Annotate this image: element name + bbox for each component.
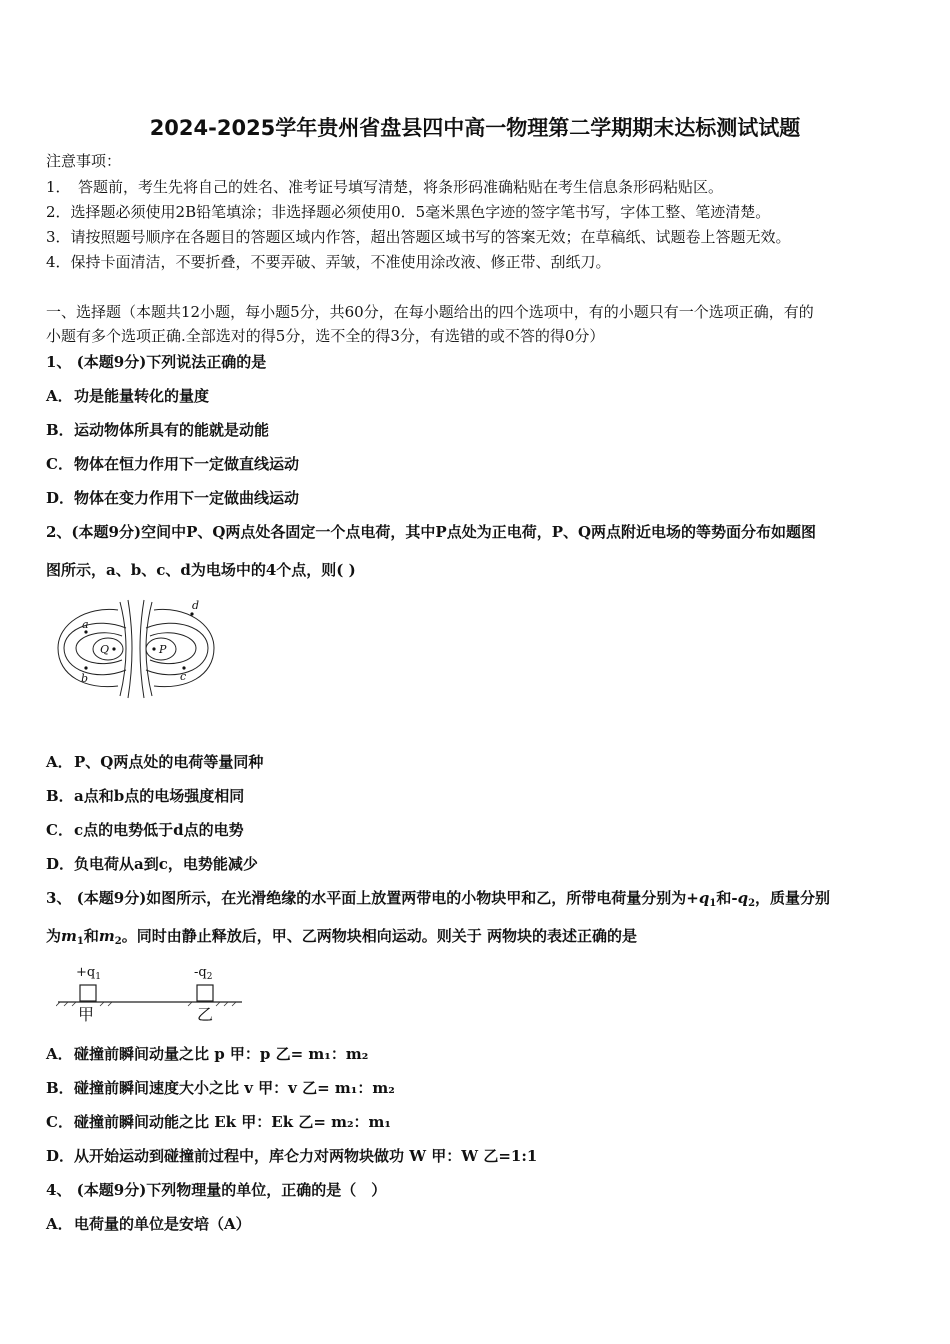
q2-symbol: q — [737, 889, 749, 907]
q3-stem-text: 为 — [46, 927, 62, 945]
notice-item-3: 3．请按照题号顺序在各题目的答题区域内作答，超出答题区域书写的答案无效；在草稿纸、试题卷上答题无效。 — [46, 228, 791, 246]
q1-option-c — [46, 454, 299, 474]
section-heading-line-1: 一、选择题（本题共12小题，每小题5分，共60分，在每小题给出的四个选项中，有的小题只有一个选项正确，有的 — [46, 303, 814, 321]
option-text: 负电荷从a到c，电势能减少 — [74, 855, 258, 873]
q3-stem-text: 。同时由静止释放后，甲、乙两物块相向运动。则关于 两物块的表述正确的是 — [121, 927, 637, 945]
q1-option-d — [46, 488, 299, 508]
option-text: c点的电势低于d点的电势 — [74, 821, 244, 839]
q1-option-b — [46, 420, 269, 440]
p-point — [152, 647, 155, 650]
option-label: D． — [46, 489, 75, 507]
option-text: 电荷量的单位是安培（A） — [74, 1215, 251, 1233]
q2-subscript: 2 — [748, 898, 756, 909]
option-label: B． — [46, 421, 74, 439]
q3-stem-line-1 — [46, 888, 830, 914]
q1-subscript: 1 — [709, 898, 717, 909]
point-d — [190, 612, 193, 615]
block-jia — [80, 985, 96, 1001]
q3-stem-text: 3、 (本题9分)如图所示，在光滑绝缘的水平面上放置两带电的小物块甲和乙，所带电荷量分别为+ — [46, 889, 699, 907]
option-label: A． — [46, 753, 73, 771]
option-label: A． — [46, 1215, 73, 1233]
q2-stem-line-1: 2、(本题9分)空间中P、Q两点处各固定一个点电荷，其中P点处为正电荷，P、Q两点附近电场的等势面分布如题图 — [46, 523, 817, 541]
option-label: A． — [46, 387, 73, 405]
m2-symbol: m — [98, 927, 115, 945]
m1-symbol: m — [61, 927, 77, 945]
option-label: C． — [46, 1113, 73, 1131]
q3-option-c — [46, 1112, 391, 1132]
q-point — [112, 647, 115, 650]
q2-stem-line-2: 图所示，a、b、c、d为电场中的4个点，则( ) — [46, 561, 356, 579]
q2-option-d — [46, 854, 258, 874]
option-text: 物体在恒力作用下一定做直线运动 — [74, 455, 300, 473]
label-yi: 乙 — [197, 1005, 214, 1024]
label-p: P — [159, 643, 167, 656]
option-label: B． — [46, 787, 74, 805]
option-label: C． — [46, 821, 73, 839]
option-text: 碰撞前瞬间动量之比 p 甲：p 乙= m₁：m₂ — [74, 1045, 369, 1063]
option-label: A． — [46, 1045, 73, 1063]
m1-subscript: 1 — [76, 936, 84, 947]
q1-symbol: q — [698, 889, 710, 907]
q3-option-b — [46, 1078, 395, 1098]
option-text: 功是能量转化的量度 — [74, 387, 210, 405]
q4-stem: 4、 (本题9分)下列物理量的单位，正确的是（ ） — [46, 1181, 387, 1199]
label-jia: 甲 — [78, 1005, 95, 1024]
notice-item-4: 4．保持卡面清洁，不要折叠，不要弄破、弄皱，不准使用涂改液、修正带、刮纸刀。 — [46, 253, 611, 271]
option-text: 从开始运动到碰撞前过程中，库仑力对两物块做功 W 甲：W 乙=1:1 — [74, 1147, 538, 1165]
q3-option-a — [46, 1044, 368, 1064]
option-label: D． — [46, 1147, 75, 1165]
option-label: D． — [46, 855, 75, 873]
q2-option-a — [46, 752, 263, 772]
q2-option-b — [46, 786, 244, 806]
option-label: B． — [46, 1079, 74, 1097]
option-text: 碰撞前瞬间速度大小之比 v 甲：v 乙= m₁：m₂ — [74, 1079, 395, 1097]
option-text: 碰撞前瞬间动能之比 Ek 甲：Ek 乙= m₂：m₁ — [74, 1113, 391, 1131]
q3-stem-text: ，质量分别 — [755, 889, 831, 907]
block-yi — [197, 985, 213, 1001]
q1-stem: 1、 (本题9分)下列说法正确的是 — [46, 353, 267, 371]
q3-stem-text: 和- — [716, 889, 738, 907]
option-text: 运动物体所具有的能就是动能 — [74, 421, 270, 439]
label-a: a — [82, 618, 89, 631]
equipotential-figure — [56, 598, 216, 700]
section-heading-line-2: 小题有多个选项正确.全部选对的得5分，选不全的得3分，有选错的或不答的得0分） — [46, 327, 605, 345]
q3-stem-line-2 — [46, 926, 637, 952]
option-text: P、Q两点处的电荷等量同种 — [74, 753, 264, 771]
page-title: 2024-2025学年贵州省盘县四中高一物理第二学期期末达标测试试题 — [149, 116, 801, 140]
label-c: c — [180, 670, 187, 683]
option-label: C． — [46, 455, 73, 473]
blocks-figure — [56, 962, 246, 1024]
label-minus-q2: $-q_2$ — [194, 965, 213, 982]
option-text: a点和b点的电场强度相同 — [74, 787, 245, 805]
q3-option-d — [46, 1146, 537, 1166]
label-q: Q — [100, 643, 110, 656]
q2-option-c — [46, 820, 244, 840]
notice-item-1: 1． 答题前，考生先将自己的姓名、准考证号填写清楚，将条形码准确粘贴在考生信息条形码粘贴区。 — [46, 178, 724, 196]
point-b — [84, 666, 87, 669]
option-text: 物体在变力作用下一定做曲线运动 — [74, 489, 300, 507]
notice-heading: 注意事项： — [46, 152, 122, 170]
notice-item-2: 2．选择题必须使用2B铅笔填涂；非选择题必须使用0．5毫米黑色字迹的签字笔书写，字体工整、笔迹清楚。 — [46, 203, 771, 221]
label-b: b — [81, 672, 89, 685]
label-d: d — [192, 599, 200, 612]
q4-option-a — [46, 1214, 251, 1234]
q3-stem-text: 和 — [83, 927, 99, 945]
label-plus-q1: $+q_1$ — [76, 965, 101, 982]
q1-option-a — [46, 386, 209, 406]
m2-subscript: 2 — [114, 936, 122, 947]
